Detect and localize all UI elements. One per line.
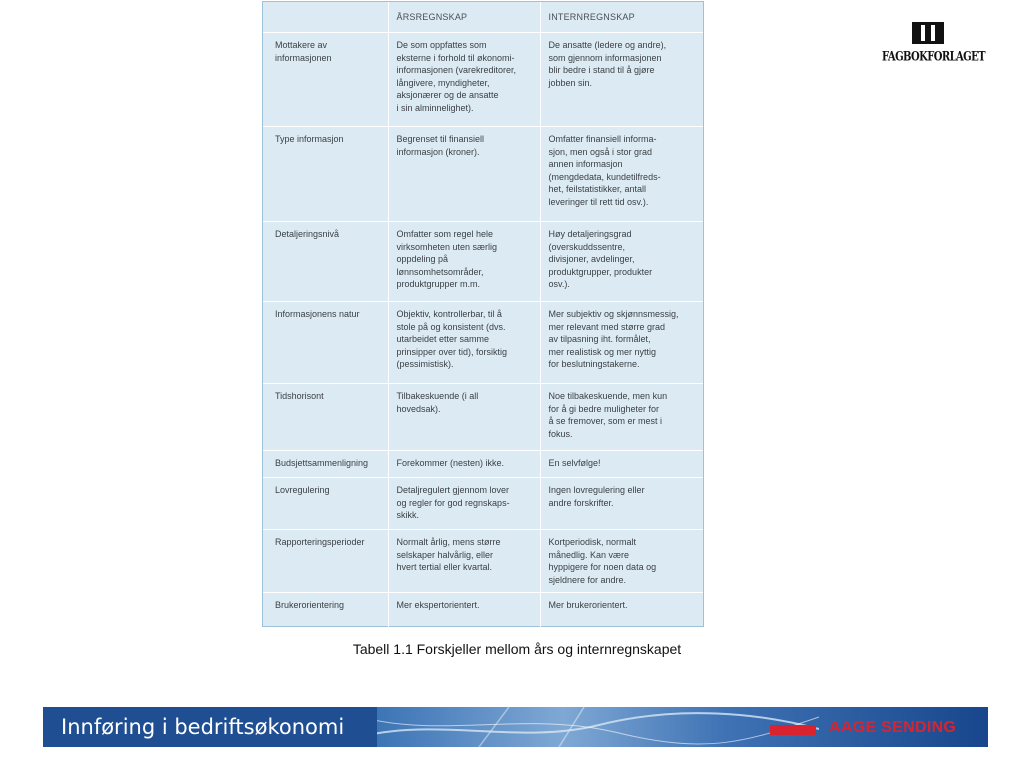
comparison-table-frame — [262, 1, 704, 627]
table-row — [263, 127, 703, 222]
book-icon — [912, 22, 944, 44]
header-empty — [263, 2, 388, 33]
row-label: Rapporteringsperioder — [263, 530, 388, 593]
table-row — [263, 384, 703, 451]
intern-cell: Omfatter finansiell informa- sjon, men også i stor grad annen informasjon (mengdedata, kundetilfreds- het, feilstatistikker, antall leveringer til rett tid osv.). — [540, 127, 703, 222]
row-label: Brukerorientering — [263, 593, 388, 627]
row-label: Informasjonens natur — [263, 302, 388, 384]
header-arsregnskap: ÅRSREGNSKAP — [388, 2, 540, 33]
row-label: Mottakere av informasjonen — [263, 33, 388, 127]
publisher-logo — [882, 22, 985, 65]
footer-banner — [43, 707, 988, 747]
ars-cell: Objektiv, kontrollerbar, til å stole på og konsistent (dvs. utarbeidet etter samme prinsipper over tid), forsiktig (pessimistisk). — [388, 302, 540, 384]
table-row — [263, 593, 703, 627]
decorative-swirl-graphic — [359, 707, 819, 747]
table-row — [263, 222, 703, 302]
intern-cell: Kortperiodisk, normalt månedlig. Kan være hyppigere for noen data og sjeldnere for andre. — [540, 530, 703, 593]
table-row — [263, 451, 703, 478]
row-label: Lovregulering — [263, 478, 388, 530]
course-title: Innføring i bedriftsøkonomi — [43, 707, 377, 747]
intern-cell: En selvfølge! — [540, 451, 703, 478]
publisher-logo-text: FAGBOKFORLAGET — [882, 50, 985, 65]
intern-cell: Noe tilbakeskuende, men kun for å gi bedre muligheter for å se fremover, som er mest i fokus. — [540, 384, 703, 451]
table-header-row — [263, 2, 703, 33]
author-name-text: AAGE SENDING — [829, 719, 957, 736]
table-row — [263, 33, 703, 127]
table-caption: Tabell 1.1 Forskjeller mellom års og internregnskapet — [352, 641, 682, 657]
comparison-table — [263, 2, 703, 627]
row-label: Tidshorisont — [263, 384, 388, 451]
author-name — [771, 719, 956, 737]
table-row — [263, 478, 703, 530]
ars-cell: Tilbakeskuende (i all hovedsak). — [388, 384, 540, 451]
ars-cell: De som oppfattes som eksterne i forhold til økonomi- informasjonen (varekreditorer, långivere, myndigheter, aksjonærer og de ansatte i sin alminnelighet). — [388, 33, 540, 127]
intern-cell: Ingen lovregulering eller andre forskrifter. — [540, 478, 703, 530]
table-row — [263, 302, 703, 384]
row-label: Type informasjon — [263, 127, 388, 222]
ars-cell: Forekommer (nesten) ikke. — [388, 451, 540, 478]
ars-cell: Mer ekspertorientert. — [388, 593, 540, 627]
intern-cell: De ansatte (ledere og andre), som gjennom informasjonen blir bedre i stand til å gjøre jobben sin. — [540, 33, 703, 127]
ars-cell: Detaljregulert gjennom lover og regler for god regnskaps- skikk. — [388, 478, 540, 530]
row-label: Budsjettsammenligning — [263, 451, 388, 478]
ars-cell: Omfatter som regel hele virksomheten uten særlig oppdeling på lønnsomhetsområder, produktgrupper m.m. — [388, 222, 540, 302]
intern-cell: Mer subjektiv og skjønnsmessig, mer relevant med større grad av tilpasning iht. formålet, mer realistisk og mer nyttig for beslutningstakerne. — [540, 302, 703, 384]
ars-cell: Normalt årlig, mens større selskaper halvårlig, eller hvert tertial eller kvartal. — [388, 530, 540, 593]
header-internregnskap: INTERNREGNSKAP — [540, 2, 703, 33]
row-label: Detaljeringsnivå — [263, 222, 388, 302]
intern-cell: Mer brukerorientert. — [540, 593, 703, 627]
table-row — [263, 530, 703, 593]
intern-cell: Høy detaljeringsgrad (overskuddssentre, divisjoner, avdelinger, produktgrupper, produkter osv.). — [540, 222, 703, 302]
ars-cell: Begrenset til finansiell informasjon (kroner). — [388, 127, 540, 222]
